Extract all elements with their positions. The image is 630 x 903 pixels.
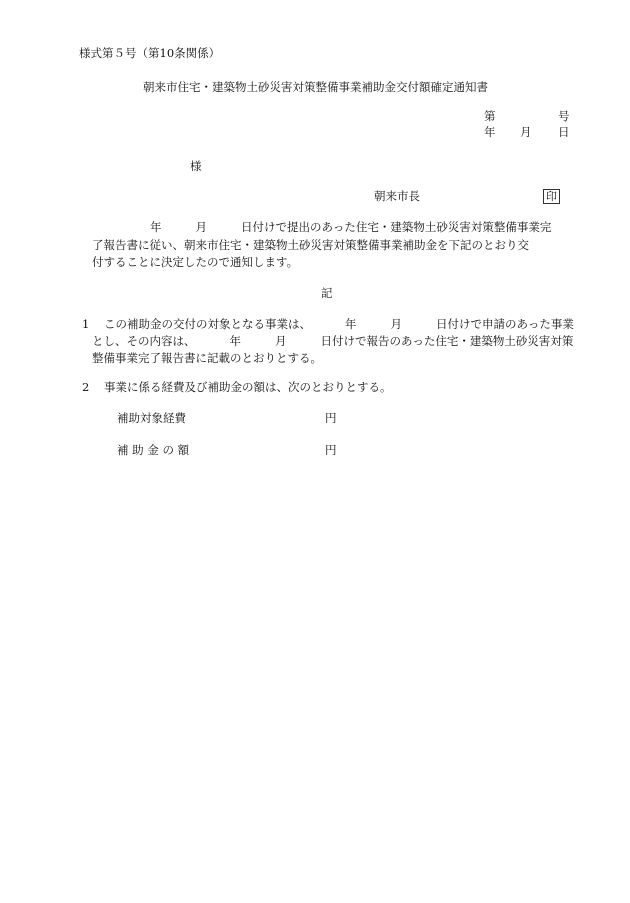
seal-mark: 印 [543,189,560,204]
notice-line-1: 年 月 日付けで提出のあった住宅・建築物土砂災害対策整備事業完 [150,220,552,234]
item-1-line-1: この補助金の交付の対象となる事業は、 年 月 日付けで申請のあった事業 [104,317,574,331]
item-1-line-2: とし、その内容は、 年 月 日付けで報告のあった住宅・建築物土砂災害対策 [92,334,574,348]
item-2-text: 事業に係る経費及び補助金の額は、次のとおりとする。 [104,380,392,394]
issue-month: 月 [520,125,532,139]
amount-unit-subsidy: 円 [325,443,337,457]
ki-heading: 記 [321,286,333,300]
document-title: 朝来市住宅・建築物土砂災害対策整備事業補助金交付額確定通知書 [143,80,488,94]
item-1-line-3: 整備事業完了報告書に記載のとおりとする。 [92,351,322,365]
issue-year: 年 [484,125,496,139]
item-2-number: 2 [82,380,90,394]
amount-label-cost: 補助対象経費 [117,411,186,425]
form-number: 様式第５号（第10条関係） [79,46,221,60]
issuer-name: 朝来市長 [374,189,420,203]
item-1-number: 1 [82,317,90,331]
issue-day: 日 [558,125,570,139]
amount-unit-cost: 円 [325,411,337,425]
notice-line-3: 付することに決定したので通知します。 [92,255,299,269]
amount-label-subsidy: 補 助 金 の 額 [117,443,190,457]
addressee-suffix: 様 [190,159,202,173]
issue-go: 号 [558,109,570,123]
notice-line-2: 了報告書に従い、朝来市住宅・建築物土砂災害対策整備事業補助金を下記のとおり交 [92,238,529,252]
issue-dai: 第 [484,109,496,123]
